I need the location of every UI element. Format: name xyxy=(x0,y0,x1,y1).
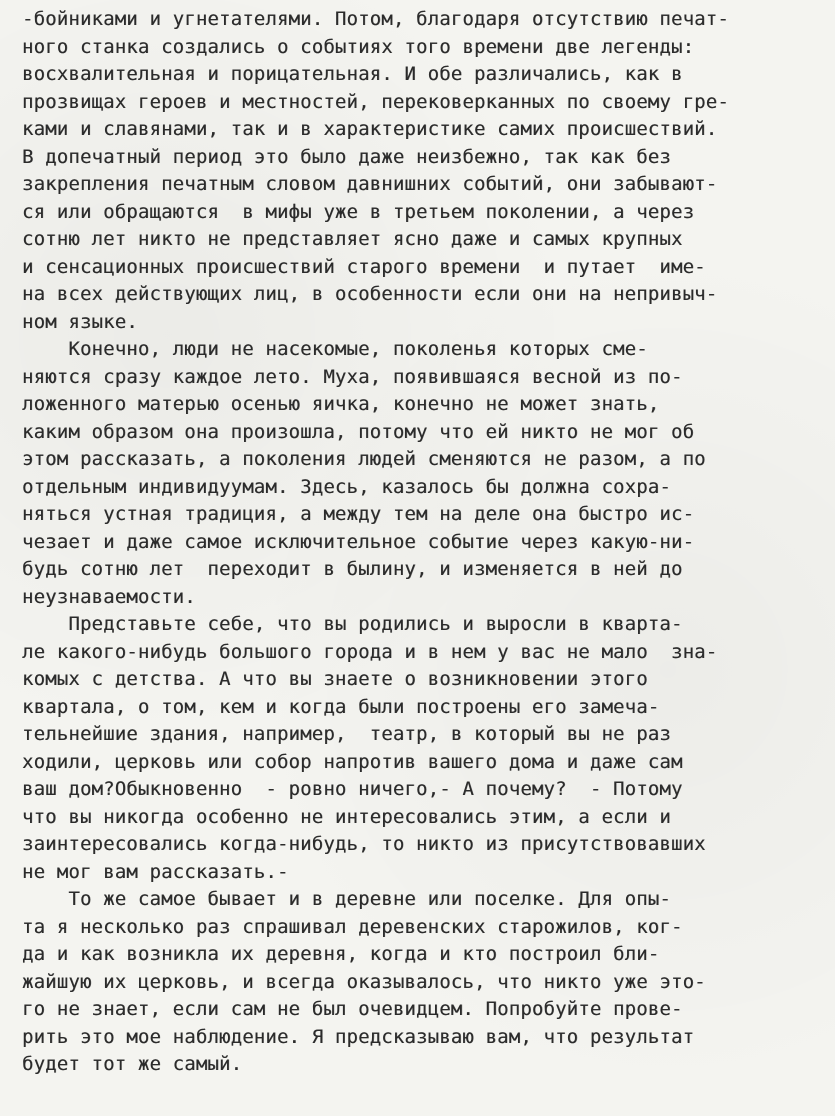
text-line: на всех действующих лиц, в особенности если они на непривыч- xyxy=(22,283,718,305)
text-line: Конечно, люди не насекомые, поколенья которых сме- xyxy=(22,338,648,360)
text-line: В допечатный период это было даже неизбежно, так как без xyxy=(22,145,671,168)
text-line: комых с детства. А что вы знаете о возникновении этого xyxy=(22,668,648,690)
text-line: рить это мое наблюдение. Я предсказываю вам, что результат xyxy=(22,1025,695,1048)
text-line: ся или обращаются в мифы уже в третьем поколении, а через xyxy=(22,200,695,223)
text-line: ваш дом?Обыкновенно - ровно ничего,- А почему? - Потому xyxy=(22,778,683,800)
text-line: та я несколько раз спрашивал деревенских старожилов, ког- xyxy=(22,915,683,938)
text-line: будет тот же самый. xyxy=(22,1053,243,1075)
text-line: няться устная традиция, а между тем на деле она быстро ис- xyxy=(22,503,695,525)
document-text xyxy=(22,6,822,1079)
text-line: -бойниками и угнетателями. Потом, благодаря отсутствию печат- xyxy=(22,8,729,30)
text-line: заинтересовались когда-нибудь, то никто из присутствовавших xyxy=(22,833,706,855)
text-line: ном языке. xyxy=(22,310,138,333)
text-line: закрепления печатным словом давнишних событий, они забывают- xyxy=(22,173,718,195)
text-line: чезает и даже самое исключительное событие через какую-ни- xyxy=(22,530,695,553)
text-line: ле какого-нибудь большого города и в нем у вас не мало зна- xyxy=(22,640,718,663)
text-line: и сенсационных происшествий старого времени и путает име- xyxy=(22,255,706,278)
text-line: ного станка создались о событиях того времени две легенды: xyxy=(22,35,695,58)
text-line: этом рассказать, а поколения людей сменяются не разом, а по xyxy=(22,448,706,470)
text-line: неузнаваемости. xyxy=(22,585,196,608)
text-line: сотню лет никто не представляет ясно даже и самых крупных xyxy=(22,228,683,250)
text-line: няются сразу каждое лето. Муха, появившаяся весной из по- xyxy=(22,365,683,388)
text-line: ложенного матерью осенью яичка, конечно не может знать, xyxy=(22,393,660,415)
text-line: отдельным индивидуумам. Здесь, казалось бы должна сохра- xyxy=(22,475,671,498)
text-line: не мог вам рассказать.- xyxy=(22,860,289,883)
text-line: прозвищах героев и местностей, перековерканных по своему гре- xyxy=(22,90,729,113)
text-line: го не знает, если сам не был очевидцем. Попробуйте прове- xyxy=(22,998,683,1020)
text-line: что вы никогда особенно не интересовались этим, а если и xyxy=(22,805,671,828)
text-line: да и как возникла их деревня, когда и кто построил бли- xyxy=(22,943,660,965)
text-line: жайшую их церковь, и всегда оказывалось, что никто уже это- xyxy=(22,970,706,993)
text-line: каким образом она произошла, потому что ей никто не мог об xyxy=(22,420,695,443)
text-line: ками и славянами, так и в характеристике самих происшествий. xyxy=(22,118,718,140)
text-line: будь сотню лет переходит в былину, и изменяется в ней до xyxy=(22,558,683,580)
text-line: квартала, о том, кем и когда были построены его замеча- xyxy=(22,695,660,718)
text-line: Представьте себе, что вы родились и выросли в кварта- xyxy=(22,613,683,635)
text-line: То же самое бывает и в деревне или поселке. Для опы- xyxy=(22,888,671,910)
text-line: ходили, церковь или собор напротив вашего дома и даже сам xyxy=(22,750,683,773)
text-line: тельнейшие здания, например, театр, в который вы не раз xyxy=(22,723,671,745)
text-line: восхвалительная и порицательная. И обе различались, как в xyxy=(22,63,683,85)
